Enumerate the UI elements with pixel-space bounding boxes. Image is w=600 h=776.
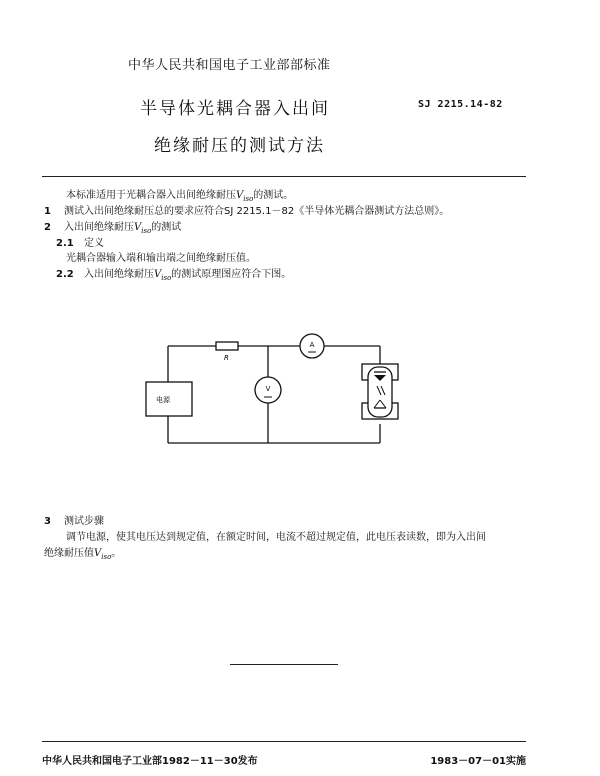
voltmeter-label: V [265,385,271,393]
document-title-line-1: 半导体光耦合器入出间 [140,99,330,119]
section-2-number: 2 [44,222,51,233]
section-1-text: 测试入出间绝缘耐压总的要求应符合SJ 2215.1－82《半导体光耦合器测试方法总则》。 [64,206,450,217]
issued-date: 中华人民共和国电子工业部1982－11－30发布 [42,756,258,767]
effective-date: 1983－07－01实施 [430,756,526,767]
section-3-number: 3 [44,516,51,527]
section-2-heading: 2 入出间绝缘耐压$V_{iso}$的测试 [44,222,182,235]
resistor-label: R [224,354,229,362]
section-2-1-title: 定义 [84,238,104,249]
viso-symbol: $V_{iso}$ [236,190,254,203]
issuing-authority: 中华人民共和国电子工业部部标准 [128,58,331,73]
optocoupler-device-icon [362,364,398,419]
viso-symbol: $V_{iso}$ [154,269,172,282]
viso-symbol: $V_{iso}$ [134,222,152,235]
viso-symbol: $V_{iso}$ [94,548,112,561]
intro-paragraph: 本标准适用于光耦合器入出间绝缘耐压$V_{iso}$的测试。 [66,190,294,203]
section-2-1-number: 2.1 [56,238,74,249]
standard-number: SJ 2215.14-82 [418,99,503,110]
section-2-2-number: 2.2 [56,269,74,280]
power-supply-label: 电源 [156,396,170,404]
footer-rule [42,741,526,742]
section-3-text-line-1: 调节电源，使其电压达到规定值，在额定时间，电流不超过规定值，此电压表读数，即为入出间 [66,532,486,543]
section-1-number: 1 [44,206,51,217]
section-3-title: 测试步骤 [64,516,104,527]
section-3-text-line-2: 绝缘耐压值$V_{iso}$。 [44,548,122,561]
resistor [216,342,238,350]
section-2-2: 2.2 入出间绝缘耐压$V_{iso}$的测试原理图应符合下图。 [56,269,292,282]
section-2-1-text: 光耦合器输入端和输出端之间绝缘耐压值。 [66,253,256,264]
ammeter-label: A [309,341,315,349]
section-3-heading [44,516,104,528]
document-title-line-2: 绝缘耐压的测试方法 [154,136,325,156]
end-of-text-rule [230,664,338,665]
